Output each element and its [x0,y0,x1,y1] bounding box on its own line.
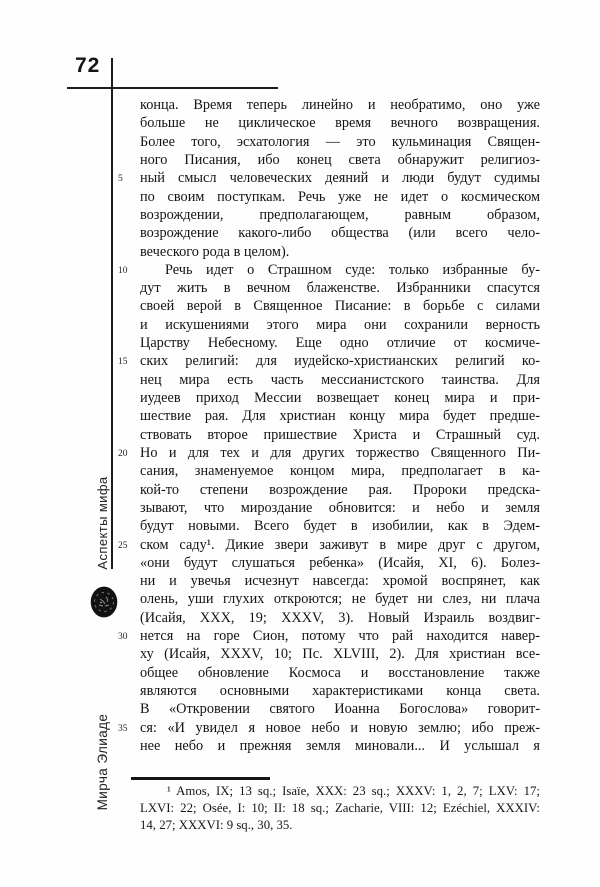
text-line [112,719,540,737]
margin-line-number [112,389,140,407]
text-line [112,737,540,755]
header-horizontal-rule [67,87,278,89]
margin-line-number [112,462,140,480]
line-text: ный смысл человеческих деяний и люди будут судимы [140,170,540,187]
line-text: Речь идет о Страшном суде: только избранные бу- [165,261,540,278]
text-line [112,590,540,608]
footnote-line: LXVI: 22; Osée, I: 10; II: 18 sq.; Zacharie, VIII: 12; Ezéchiel, XXXIV: [140,801,540,815]
margin-line-number [112,334,140,352]
margin-line-number [112,481,140,499]
margin-line-number [112,499,140,517]
line-text: конца. Время теперь линейно и необратимо, оно уже [140,97,540,113]
text-line [112,188,540,206]
line-text: нее небо и прежняя земля миновали... И услышал я [140,737,540,754]
text-line [112,279,540,297]
footnote-line: 14, 27; XXXVI: 9 sq., 30, 35. [140,818,293,832]
line-text: кой-то степени возрождение рая. Пророки предска- [140,481,540,498]
margin-line-number [112,407,140,425]
text-line [112,371,540,389]
text-line [112,206,540,224]
margin-line-number [112,737,140,755]
margin-line-number [112,682,140,700]
text-line [112,407,540,425]
line-text: Царству Небесному. Еще одно отличие от космиче- [140,335,540,352]
line-text: В «Откровении святого Иоанна Богослова» говорит- [140,701,540,718]
margin-line-number [112,188,140,206]
line-text: дут жить в вечном блаженстве. Избранники спасутся [140,280,540,297]
line-text: иудеев приход Мессии возвещает конец мира и при- [140,390,540,406]
text-line [112,572,540,590]
line-text: своей верой в Священное Писание: в борьбе с силами [140,298,540,315]
line-text: ских религий: для иудейско-христианских религий ко- [140,353,540,370]
line-text: по своим поступкам. Речь уже не идет о космическом [140,188,540,205]
text-line [112,151,540,169]
text-line [112,243,540,261]
margin-line-number: 25 [118,540,128,551]
line-text: зывают, что мироздание обновится: и небо и земля [140,499,540,516]
margin-line-number: 20 [118,448,128,459]
margin-line-number [112,114,140,132]
text-line [112,609,540,627]
line-text: сания, знаменуемое концом мира, предполагает в ка- [140,463,540,480]
text-line [112,700,540,718]
text-line [112,389,540,407]
line-text: Но и для тех и для других торжество Священного Пи- [140,444,540,461]
footnote-separator-rule [131,777,270,780]
text-line [112,554,540,572]
margin-book-title: Аспекты мифа [95,476,110,570]
line-text: нется на горе Сион, потому что рай находится навер- [140,628,540,645]
margin-line-number [112,243,140,261]
line-text: ся: «И увидел я новое небо и новую землю; ибо преж- [140,719,540,736]
text-line [112,224,540,242]
line-text: возрождение какого-либо общества (или всего чело- [140,225,540,242]
margin-line-number [112,554,140,572]
margin-line-number [112,279,140,297]
margin-line-number [112,133,140,151]
line-text: ском саду¹. Дикие звери заживут в мире друг с другом, [140,536,540,553]
text-line [112,169,540,187]
margin-line-number [112,297,140,315]
text-line [112,499,540,517]
margin-line-number [112,572,140,590]
margin-line-number: 5 [118,174,123,185]
margin-line-number [112,426,140,444]
footnote-line: ¹ Amos, IX; 13 sq.; Isaïe, XXX: 23 sq.; XXXV: 1, 2, 7; LXV: 17; [167,784,540,798]
line-text: нец мира есть часть мессианистского таинства. Для [140,371,540,388]
text-line [112,536,540,554]
line-text: являются основными характеристиками конца света. [140,683,540,699]
line-text: ного Писания, ибо конец света обнаружит религиоз- [140,151,540,168]
margin-author-name: Мирча Элиаде [95,713,110,811]
text-line [112,664,540,682]
line-text: ни и увечья исчезнут навсегда: хромой воспрянет, как [140,573,540,590]
margin-line-number [112,224,140,242]
text-line [112,481,540,499]
text-line [112,627,540,645]
text-line [112,334,540,352]
line-text: больше не циклическое время вечного возвращения. [140,115,540,132]
line-text: олень, уши глухих откроются; не будет ни слез, ни плача [140,591,540,608]
margin-line-number [112,371,140,389]
text-line [112,462,540,480]
margin-line-number [112,151,140,169]
line-text: ствовать второе пришествие Христа и Страшный суд. [140,426,540,443]
line-text: будут новыми. Всего будет в изобилии, как в Эдем- [140,518,540,535]
line-text: (Исайя, XXX, 19; XXXV, 3). Новый Израиль воздвиг- [140,609,540,626]
line-text: Более того, эсхатология — это кульминация Священ- [140,133,540,150]
margin-line-number: 15 [118,357,128,368]
text-line [112,114,540,132]
margin-line-number: 35 [118,723,128,734]
margin-line-number [112,609,140,627]
text-line [112,133,540,151]
text-line [112,316,540,334]
text-line [112,645,540,663]
line-text: возрождении, предполагающем, равным образом, [140,206,540,223]
text-line [112,297,540,315]
line-text: ху (Исайя, XXXV, 10; Пс. XLVIII, 2). Для христиан все- [140,646,540,663]
text-line [112,682,540,700]
footnote-block [140,783,540,834]
margin-line-number [112,316,140,334]
margin-line-number [112,96,140,114]
line-text: «они будут слушаться ребенка» (Исайя, XI, 6). Болез- [140,554,540,571]
text-line [112,426,540,444]
line-text: шествие рая. Для христиан концу мира будет предше- [140,408,540,425]
line-text: веческого рода в целом). [140,243,290,260]
text-line [112,261,540,279]
text-line [112,444,540,462]
line-text: общее обновление Космоса и восстановление также [140,664,540,681]
margin-line-number: 30 [118,632,128,643]
margin-line-number [112,645,140,663]
main-text-block [112,96,540,755]
margin-line-number [112,206,140,224]
text-line [112,517,540,535]
margin-line-number [112,517,140,535]
text-line [112,96,540,114]
page-number: 72 [75,54,101,77]
text-line [112,352,540,370]
margin-line-number [112,700,140,718]
margin-line-number [112,664,140,682]
margin-line-number [112,590,140,608]
margin-line-number: 10 [118,265,128,276]
line-text: и искушениями этого мира они сохранили верность [140,316,540,333]
